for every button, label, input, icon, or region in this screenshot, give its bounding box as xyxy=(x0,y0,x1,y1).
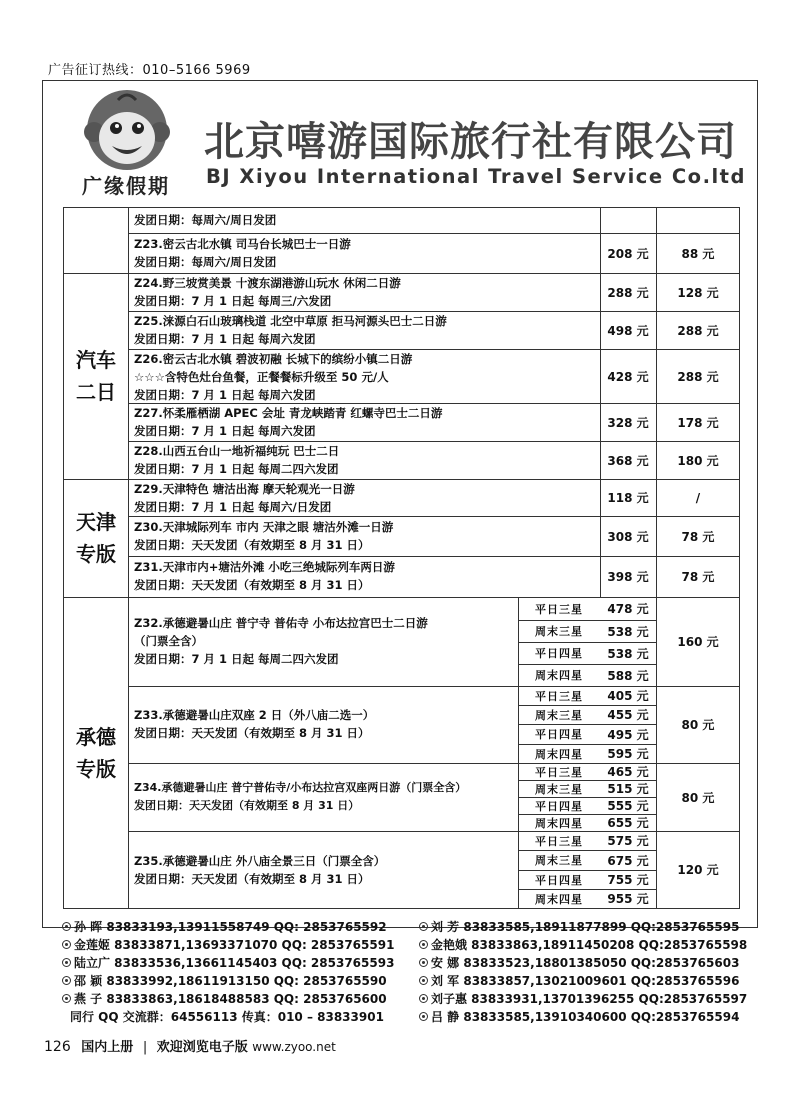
page-number: 126 xyxy=(44,1039,71,1055)
category-chengde: 承德 专版 xyxy=(76,724,116,781)
tier-price: 515 元 xyxy=(607,782,649,796)
tier-label: 平日四星 xyxy=(535,873,583,887)
bullet-icon xyxy=(62,994,71,1003)
tour-row: Z33.承德避暑山庄双座 2 日（外八庙二选一） 发团日期：天天发团（有效期至 8 月 31 日） xyxy=(134,708,375,740)
child-price: 120 元 xyxy=(677,863,719,877)
page-footer xyxy=(44,1036,336,1055)
contact-item: 陆立广 83833536,13661145403 QQ: 2853765593 xyxy=(62,954,394,972)
child-price: 178 元 xyxy=(677,415,719,430)
child-price: 288 元 xyxy=(677,323,719,338)
child-price: / xyxy=(695,490,701,505)
contact-item: 金艳娥 83833863,18911450208 QQ:2853765598 xyxy=(419,936,747,954)
tour-row: Z28.山西五台山一地祈福纯玩 巴士二日 发团日期：7 月 1 日起 每周二四六发团 xyxy=(134,444,340,476)
tier-label: 周末四星 xyxy=(535,669,583,682)
tour-row: Z31.天津市内+塘沽外滩 小吃三绝城际列车两日游 发团日期：天天发团（有效期至 8 月 31 日） xyxy=(134,560,395,592)
contact-item: 燕 子 83833863,18618488583 QQ: 2853765600 xyxy=(62,990,387,1008)
tier-label: 平日三星 xyxy=(535,765,583,779)
contact-item: 吕 静 83833585,13910340600 QQ:2853765594 xyxy=(419,1008,739,1026)
bullet-icon xyxy=(419,958,428,967)
tier-label: 平日四星 xyxy=(535,728,583,741)
tour-row: Z27.怀柔雁栖湖 APEC 会址 青龙峡踏青 红螺寺巴士二日游 发团日期：7 月 1 日起 每周六发团 xyxy=(134,406,443,438)
tier-price: 755 元 xyxy=(607,873,649,887)
tour-row: 发团日期：每周六/周日发团 xyxy=(134,213,277,227)
contact-item: 邵 颖 83833992,18611913150 QQ: 2853765590 xyxy=(62,972,387,990)
tier-price: 405 元 xyxy=(607,689,649,703)
bullet-icon xyxy=(419,940,428,949)
adult-price: 308 元 xyxy=(607,529,649,544)
hotline: 广告征订热线：010–5166 5969 xyxy=(48,63,251,78)
adult-price: 368 元 xyxy=(607,453,649,468)
tier-price: 595 元 xyxy=(607,747,649,761)
tier-label: 平日四星 xyxy=(535,799,583,813)
tier-price: 538 元 xyxy=(607,624,649,639)
section-name: 国内上册 xyxy=(81,1040,134,1055)
adult-price: 288 元 xyxy=(607,285,649,300)
adult-price: 328 元 xyxy=(607,415,649,430)
adult-price: 428 元 xyxy=(607,369,649,384)
bullet-icon xyxy=(62,958,71,967)
brand-name: 广缘假期 xyxy=(82,174,170,198)
child-price: 78 元 xyxy=(681,570,715,584)
footer-slogan: 欢迎浏览电子版 xyxy=(156,1040,248,1055)
tour-row: Z32.承德避暑山庄 普宁寺 普佑寺 小布达拉宫巴士二日游 （门票全含） 发团日期：7 月 1 日起 每周二四六发团 xyxy=(134,616,428,666)
tier-label: 周末四星 xyxy=(535,816,583,830)
adult-price: 208 元 xyxy=(607,246,649,261)
tier-price: 465 元 xyxy=(607,765,649,779)
company-header xyxy=(46,82,754,206)
contact-item: 安 娜 83833523,18801385050 QQ:2853765603 xyxy=(419,954,739,972)
contact-list xyxy=(62,916,748,1034)
contact-item: 刘 芳 83833585,18911877899 QQ:2853765595 xyxy=(419,918,739,936)
tour-price-table xyxy=(63,207,740,909)
category-tianjin: 天津 专版 xyxy=(76,510,116,566)
tour-row: Z26.密云古北水镇 碧波初融 长城下的缤纷小镇二日游 ☆☆☆含特色灶台鱼餐，正餐餐标升级至 50 元/人 发团日期：7 月 1 日起 每周六发团 xyxy=(134,352,413,402)
tour-row: Z34.承德避暑山庄 普宁普佑寺/小布达拉宫双座两日游（门票全含） 发团日期：天天发团（有效期至 8 月 31 日） xyxy=(134,781,467,812)
bullet-icon xyxy=(419,976,428,985)
tier-price: 495 元 xyxy=(607,727,649,742)
company-name-cn: 北京嘻游国际旅行社有限公司 xyxy=(204,119,737,165)
company-name-en: BJ Xiyou International Travel Service Co.ltd xyxy=(206,165,746,188)
tour-row: Z29.天津特色 塘沽出海 摩天轮观光一日游 发团日期：7 月 1 日起 每周六/日发团 xyxy=(134,482,355,514)
tier-price: 455 元 xyxy=(607,708,649,722)
child-price: 160 元 xyxy=(677,635,719,649)
contact-item: 孙 晖 83833193,13911558749 QQ: 2853765592 xyxy=(62,918,387,936)
child-price: 128 元 xyxy=(677,285,719,300)
footer-url-link[interactable]: www.zyoo.net xyxy=(252,1040,336,1054)
tier-label: 平日三星 xyxy=(535,834,583,848)
contact-item: 刘子惠 83833931,13701396255 QQ:2853765597 xyxy=(419,990,747,1008)
tour-row: Z23.密云古北水镇 司马台长城巴士一日游 发团日期：每周六/周日发团 xyxy=(134,237,351,269)
tour-row: Z35.承德避暑山庄 外八庙全景三日（门票全含） 发团日期：天天发团（有效期至 8 月 31 日） xyxy=(134,854,386,886)
monkey-logo-icon xyxy=(82,86,172,172)
tour-row: Z25.涞源白石山玻璃栈道 北空中草原 拒马河源头巴士二日游 发团日期：7 月 1 日起 每周六发团 xyxy=(134,314,447,346)
child-price: 80 元 xyxy=(681,718,715,732)
tier-price: 538 元 xyxy=(607,646,649,661)
tier-price: 555 元 xyxy=(607,799,649,813)
tier-label: 周末三星 xyxy=(535,854,583,867)
child-price: 180 元 xyxy=(677,453,719,468)
tier-price: 955 元 xyxy=(607,892,649,906)
peer-qq-fax: 同行 QQ 交流群：64556113 传真：010 – 83833901 xyxy=(70,1010,384,1024)
bullet-icon xyxy=(419,1012,428,1021)
adult-price: 498 元 xyxy=(607,323,649,338)
footer-separator: | xyxy=(142,1040,148,1055)
tier-label: 平日三星 xyxy=(535,602,583,616)
tier-price: 588 元 xyxy=(607,668,649,683)
tier-label: 周末三星 xyxy=(535,782,583,796)
bullet-icon xyxy=(419,922,428,931)
tour-row: Z24.野三坡赏美景 十渡东湖港游山玩水 休闲二日游 发团日期：7 月 1 日起 每周三/六发团 xyxy=(134,276,401,308)
tier-price: 675 元 xyxy=(607,853,649,868)
child-price: 288 元 xyxy=(677,369,719,384)
bullet-icon xyxy=(62,976,71,985)
tier-label: 平日四星 xyxy=(535,647,583,660)
tier-price: 575 元 xyxy=(607,834,649,848)
tier-label: 平日三星 xyxy=(535,689,583,703)
tier-price: 478 元 xyxy=(607,602,649,616)
adult-price: 398 元 xyxy=(607,570,649,584)
tier-label: 周末四星 xyxy=(535,892,583,906)
category-car-two-day: 汽车 二日 xyxy=(76,348,116,404)
bullet-icon xyxy=(62,940,71,949)
child-price: 80 元 xyxy=(681,790,715,805)
bullet-icon xyxy=(419,994,428,1003)
tier-price: 655 元 xyxy=(607,816,649,830)
tier-label: 周末三星 xyxy=(535,708,583,722)
contact-item: 刘 军 83833857,13021009601 QQ:2853765596 xyxy=(419,972,739,990)
contact-item: 金莲姬 83833871,13693371070 QQ: 2853765591 xyxy=(62,936,394,954)
tour-row: Z30.天津城际列车 市内 天津之眼 塘沽外滩一日游 发团日期：天天发团（有效期至 8 月 31 日） xyxy=(134,520,394,552)
child-price: 88 元 xyxy=(681,246,715,261)
tier-label: 周末四星 xyxy=(535,747,583,761)
bullet-icon xyxy=(62,922,71,931)
tier-label: 周末三星 xyxy=(535,625,583,638)
adult-price: 118 元 xyxy=(607,491,649,505)
child-price: 78 元 xyxy=(681,529,715,544)
